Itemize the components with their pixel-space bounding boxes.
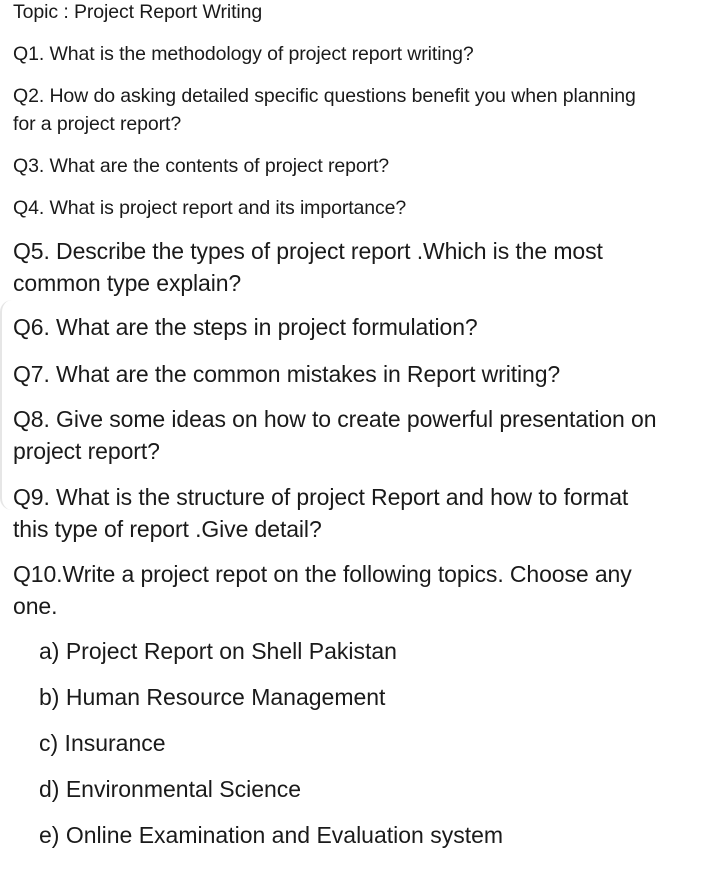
question-1: Q1. What is the methodology of project report writing? (13, 43, 474, 65)
question-8-line-2: project report? (13, 438, 160, 464)
question-9-line-2: this type of report .Give detail? (13, 516, 322, 542)
option-a: a) Project Report on Shell Pakistan (39, 638, 397, 664)
question-3: Q3. What are the contents of project report? (13, 155, 390, 177)
option-e: e) Online Examination and Evaluation system (39, 822, 504, 848)
question-4: Q4. What is project report and its importance? (13, 197, 407, 219)
question-2-line-2: for a project report? (13, 113, 182, 135)
topic-heading: Topic : Project Report Writing (13, 1, 263, 23)
option-b: b) Human Resource Management (39, 684, 386, 710)
option-c: c) Insurance (39, 730, 166, 756)
question-8-line-1: Q8. Give some ideas on how to create powerful presentation on (13, 406, 657, 432)
question-5-line-2: common type explain? (13, 270, 242, 296)
question-10-line-1: Q10.Write a project repot on the following topics. Choose any (13, 561, 632, 587)
question-2-line-1: Q2. How do asking detailed specific questions benefit you when planning (13, 85, 636, 107)
question-9-line-1: Q9. What is the structure of project Report and how to format (13, 484, 629, 510)
question-5-line-1: Q5. Describe the types of project report .Which is the most (13, 238, 603, 264)
left-edge-artifact (0, 300, 12, 510)
option-d: d) Environmental Science (39, 776, 302, 802)
question-10-line-2: one. (13, 593, 58, 619)
question-6: Q6. What are the steps in project formulation? (13, 314, 478, 340)
question-7: Q7. What are the common mistakes in Report writing? (13, 361, 561, 387)
